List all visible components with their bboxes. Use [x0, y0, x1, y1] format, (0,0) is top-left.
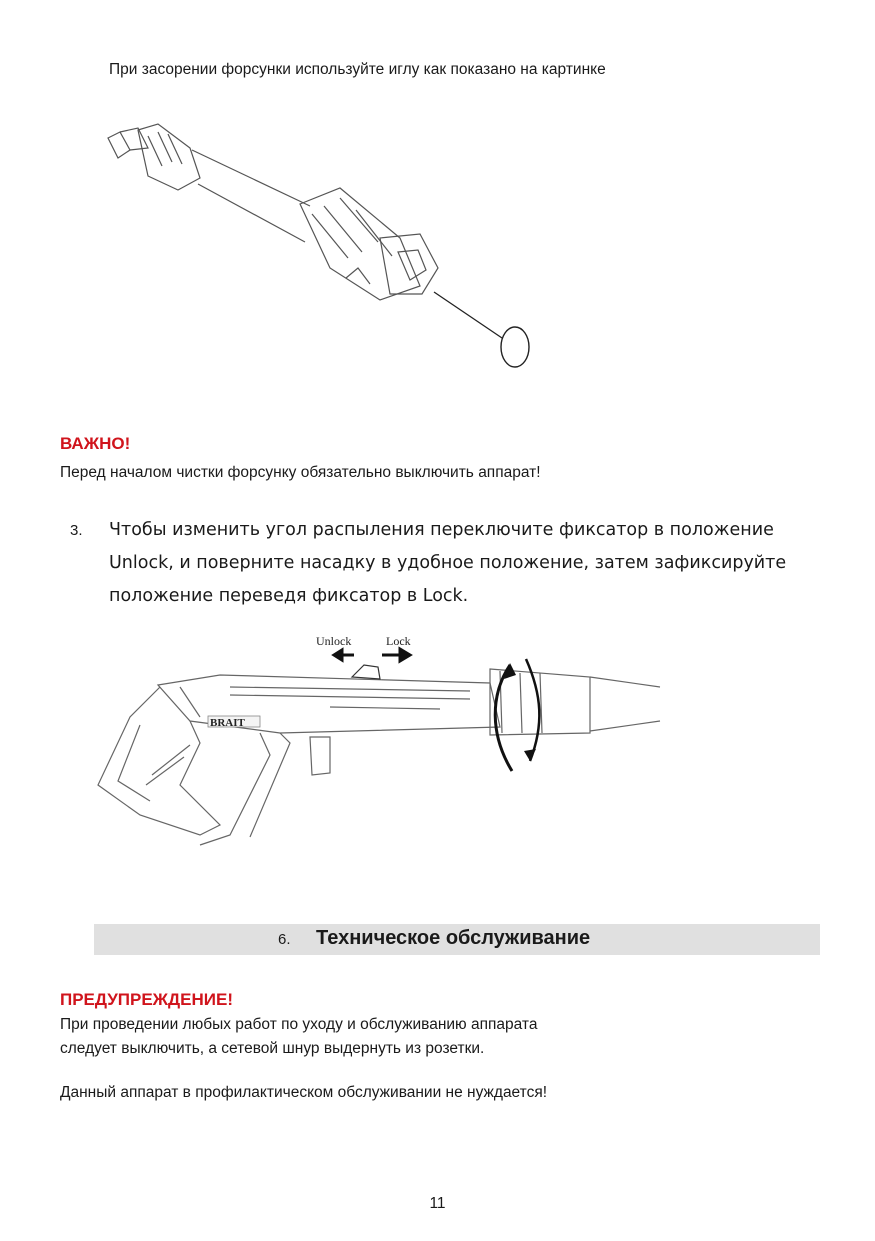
unlock-arrow-icon [334, 650, 354, 660]
step-3 [70, 514, 830, 613]
unlock-label: Unlock [316, 634, 352, 648]
brand-label: BRAIT [210, 717, 245, 729]
step-3-text [109, 514, 830, 613]
step-3-line-3: положение переведя фиксатор в Lock. [109, 586, 469, 606]
important-title: ВАЖНО! [60, 434, 131, 453]
step-number: 3. [70, 522, 83, 539]
step-3-line-1: Чтобы изменить угол распыления переключите фиксатор в положение [109, 520, 774, 540]
section-header-bar [94, 924, 820, 955]
nozzle-cleaning-illustration [100, 118, 540, 378]
warning-title: ПРЕДУПРЕЖДЕНИЕ! [60, 990, 233, 1009]
warning-line-2: следует выключить, а сетевой шнур выдернуть из розетки. [60, 1040, 485, 1057]
warning-text [60, 1013, 537, 1061]
spray-gun-illustration [80, 625, 680, 870]
lock-arrow-icon [382, 649, 410, 661]
section-number: 6. [278, 931, 291, 948]
rotate-right-arrow-icon [526, 659, 539, 761]
intro-text: При засорении форсунки используйте иглу как показано на картинке [109, 61, 606, 78]
maintenance-note: Данный аппарат в профилактическом обслуживании не нуждается! [60, 1084, 548, 1101]
warning-line-1: При проведении любых работ по уходу и обслуживанию аппарата [60, 1016, 538, 1033]
lock-label: Lock [386, 634, 411, 648]
step-3-line-2: Unlock, и поверните насадку в удобное положение, затем зафиксируйте [109, 553, 787, 573]
important-text: Перед началом чистки форсунку обязательно выключить аппарат! [60, 464, 541, 481]
page-number: 11 [429, 1195, 446, 1212]
section-title: Техническое обслуживание [316, 927, 591, 949]
